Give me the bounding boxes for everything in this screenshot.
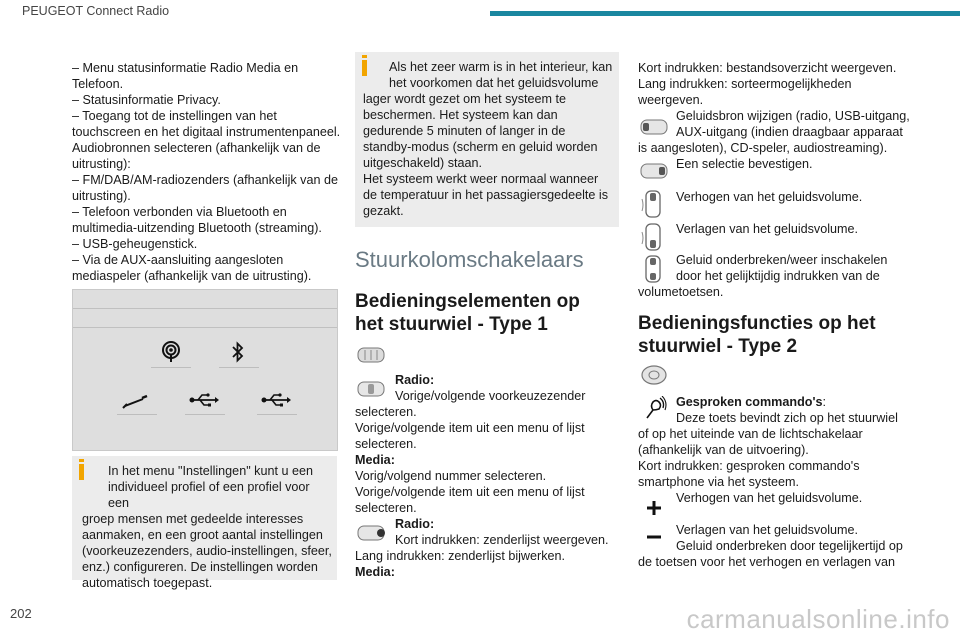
text-line: selecteren. xyxy=(355,437,417,451)
text-line: groep mensen met gedeelde interesses xyxy=(82,512,304,526)
heading-line: Bedieningsfuncties op het xyxy=(638,313,876,334)
mute-block xyxy=(638,252,918,300)
subsection-heading-type-1 xyxy=(355,290,620,336)
subsection-heading-type-2 xyxy=(638,312,928,358)
volume-up-text: Verhogen van het geluidsvolume. xyxy=(676,190,863,204)
text-line: multimedia-uitzending Bluetooth (streaming). xyxy=(72,221,322,235)
label-radio: Radio: xyxy=(395,373,435,387)
running-header: PEUGEOT Connect Radio xyxy=(22,4,170,18)
text-line: Lang indrukken: sorteermogelijkheden xyxy=(638,77,852,91)
screen-title-bar xyxy=(73,309,337,328)
icon-underline xyxy=(151,367,191,368)
text-line: – Statusinformatie Privacy. xyxy=(72,93,221,107)
text-line: – Via de AUX-aansluiting aangesloten xyxy=(72,253,284,267)
text-line: AUX-uitgang (indien draagbaar apparaat xyxy=(676,125,903,139)
text-line: Kort indrukken: bestandsoverzicht weergeven. xyxy=(638,61,897,75)
usb-icon xyxy=(261,392,291,408)
text-line: automatisch toegepast. xyxy=(82,576,213,590)
text-line: Vorige/volgende voorkeuzezender xyxy=(395,389,586,403)
text-line: – Toegang tot de instellingen van het xyxy=(72,109,277,123)
info-box-text xyxy=(363,59,617,219)
text-line: touchscreen en het digitaal instrumentenpaneel. xyxy=(72,125,341,139)
steering-switch-confirm-icon xyxy=(640,162,670,180)
icon-underline xyxy=(185,414,225,415)
screen-status-bar xyxy=(73,290,337,309)
text-line: standby-modus (scherm en geluid worden xyxy=(363,140,598,154)
page-number: 202 xyxy=(10,606,32,621)
text-line: uitrusting). xyxy=(72,189,131,203)
text-line: Kort indrukken: gesproken commando's xyxy=(638,459,860,473)
text-line: (voorkeuzezenders, audio-instellingen, sfeer, xyxy=(82,544,332,558)
label-voice-commands: Gesproken commando's xyxy=(676,395,823,409)
label-media: Media: xyxy=(355,453,395,467)
text-line: Telefoon. xyxy=(72,77,124,91)
text-line: mediaspeler (afhankelijk van de uitrusting). xyxy=(72,269,312,283)
text-line: Deze toets bevindt zich op het stuurwiel xyxy=(676,411,898,425)
text-line: de toetsen voor het verhogen en verlagen van xyxy=(638,555,895,569)
radio-type1-list-block xyxy=(355,516,620,580)
label-colon: : xyxy=(822,395,826,409)
steering-switch-icon xyxy=(357,346,387,364)
text-line: In het menu "Instellingen" kunt u een xyxy=(108,464,313,478)
text-line: Lang indrukken: zenderlijst bijwerken. xyxy=(355,549,566,563)
text-line: Geluidsbron wijzigen (radio, USB-uitgang, xyxy=(676,109,910,123)
text-line: beschermen. Het systeem kan dan xyxy=(363,108,558,122)
plus-icon xyxy=(646,500,662,516)
voice-command-block xyxy=(638,394,923,490)
text-line: selecteren. xyxy=(355,501,417,515)
voice-heading-line xyxy=(638,394,923,410)
text-line: Vorige/volgende item uit een menu of lijst xyxy=(355,421,585,435)
text-line: Vorige/volgende item uit een menu of lijst xyxy=(355,485,585,499)
volume-down-switch-icon xyxy=(641,222,667,252)
info-box-text xyxy=(82,463,334,591)
confirm-text: Een selectie bevestigen. xyxy=(676,157,813,171)
text-line: – FM/DAB/AM-radiozenders (afhankelijk van de xyxy=(72,173,338,187)
text-line: volumetoetsen. xyxy=(638,285,724,299)
text-line: gedurende 5 minuten of langer in de xyxy=(363,124,566,138)
icon-underline xyxy=(219,367,259,368)
bluetooth-icon xyxy=(231,341,245,363)
text-line: Geluid onderbreken door tegelijkertijd op xyxy=(676,539,903,553)
text-line: smartphone via het systeem. xyxy=(638,475,799,489)
text-line: – Menu statusinformatie Radio Media en xyxy=(72,61,299,75)
text-line: Geluid onderbreken/weer inschakelen xyxy=(676,253,888,267)
icon-underline xyxy=(117,414,157,415)
mute-block-2 xyxy=(638,538,923,570)
source-block xyxy=(638,108,918,156)
text-line: Vorig/volgend nummer selecteren. xyxy=(355,469,547,483)
steering-wheel-icon xyxy=(640,364,668,386)
media-list-text xyxy=(638,60,918,108)
volume-up-switch-icon xyxy=(641,189,667,219)
text-line: de temperatuur in het passagiersgedeelte is xyxy=(363,188,609,202)
label-media: Media: xyxy=(355,565,395,579)
heading-line: stuurwiel - Type 2 xyxy=(638,336,798,357)
text-line: het voorkomen dat het geluidsvolume xyxy=(389,76,599,90)
usb-icon xyxy=(189,392,219,408)
text-line: individueel profiel of een profiel voor een xyxy=(108,480,310,510)
text-line: weergeven. xyxy=(638,93,704,107)
text-line: lager wordt gezet om het systeem te xyxy=(363,92,566,106)
info-box-heat-warning xyxy=(355,52,619,227)
text-line: Kort indrukken: zenderlijst weergeven. xyxy=(395,533,609,547)
info-box-settings-profiles xyxy=(72,456,337,590)
text-line: uitrusting): xyxy=(72,157,131,171)
text-line: – USB-geheugenstick. xyxy=(72,237,198,251)
radio-type1-block xyxy=(355,372,620,516)
text-line: of op het uiteinde van de lichtschakelaar xyxy=(638,427,863,441)
text-line: enz.) configureren. De instellingen worden xyxy=(82,560,318,574)
heading-line: het stuurwiel - Type 1 xyxy=(355,314,548,335)
text-line: Het systeem werkt weer normaal wanneer xyxy=(363,172,599,186)
podcast-icon xyxy=(159,340,183,364)
heading-line: Bedieningselementen op xyxy=(355,291,580,312)
section-heading: Stuurkolomschakelaars xyxy=(355,247,584,272)
header-accent-bar xyxy=(490,11,960,16)
label-radio: Radio: xyxy=(395,517,435,531)
text-line: selecteren. xyxy=(355,405,417,419)
column-1-text xyxy=(72,60,342,284)
text-line: – Telefoon verbonden via Bluetooth en xyxy=(72,205,287,219)
volume-down-text: Verlagen van het geluidsvolume. xyxy=(676,222,859,236)
aux-cable-icon xyxy=(121,393,149,411)
text-line: Als het zeer warm is in het interieur, kan xyxy=(389,60,613,74)
text-line: gezakt. xyxy=(363,204,404,218)
text-line: Audiobronnen selecteren (afhankelijk van de xyxy=(72,141,321,155)
volume-down-text-2: Verlagen van het geluidsvolume. xyxy=(676,523,859,537)
volume-up-text-2: Verhogen van het geluidsvolume. xyxy=(676,491,863,505)
text-line: aanmaken, en een groot aantal instellingen xyxy=(82,528,323,542)
watermark: carmanualsonline.info xyxy=(686,604,950,634)
text-line: uitgeschakeld) staan. xyxy=(363,156,483,170)
text-line: (afhankelijk van de uitvoering). xyxy=(638,443,809,457)
text-line: door het gelijktijdig indrukken van de xyxy=(676,269,880,283)
audio-source-screen-illustration xyxy=(72,289,338,451)
icon-underline xyxy=(257,414,297,415)
text-line: is aangesloten), CD-speler, audiostreaming). xyxy=(638,141,888,155)
